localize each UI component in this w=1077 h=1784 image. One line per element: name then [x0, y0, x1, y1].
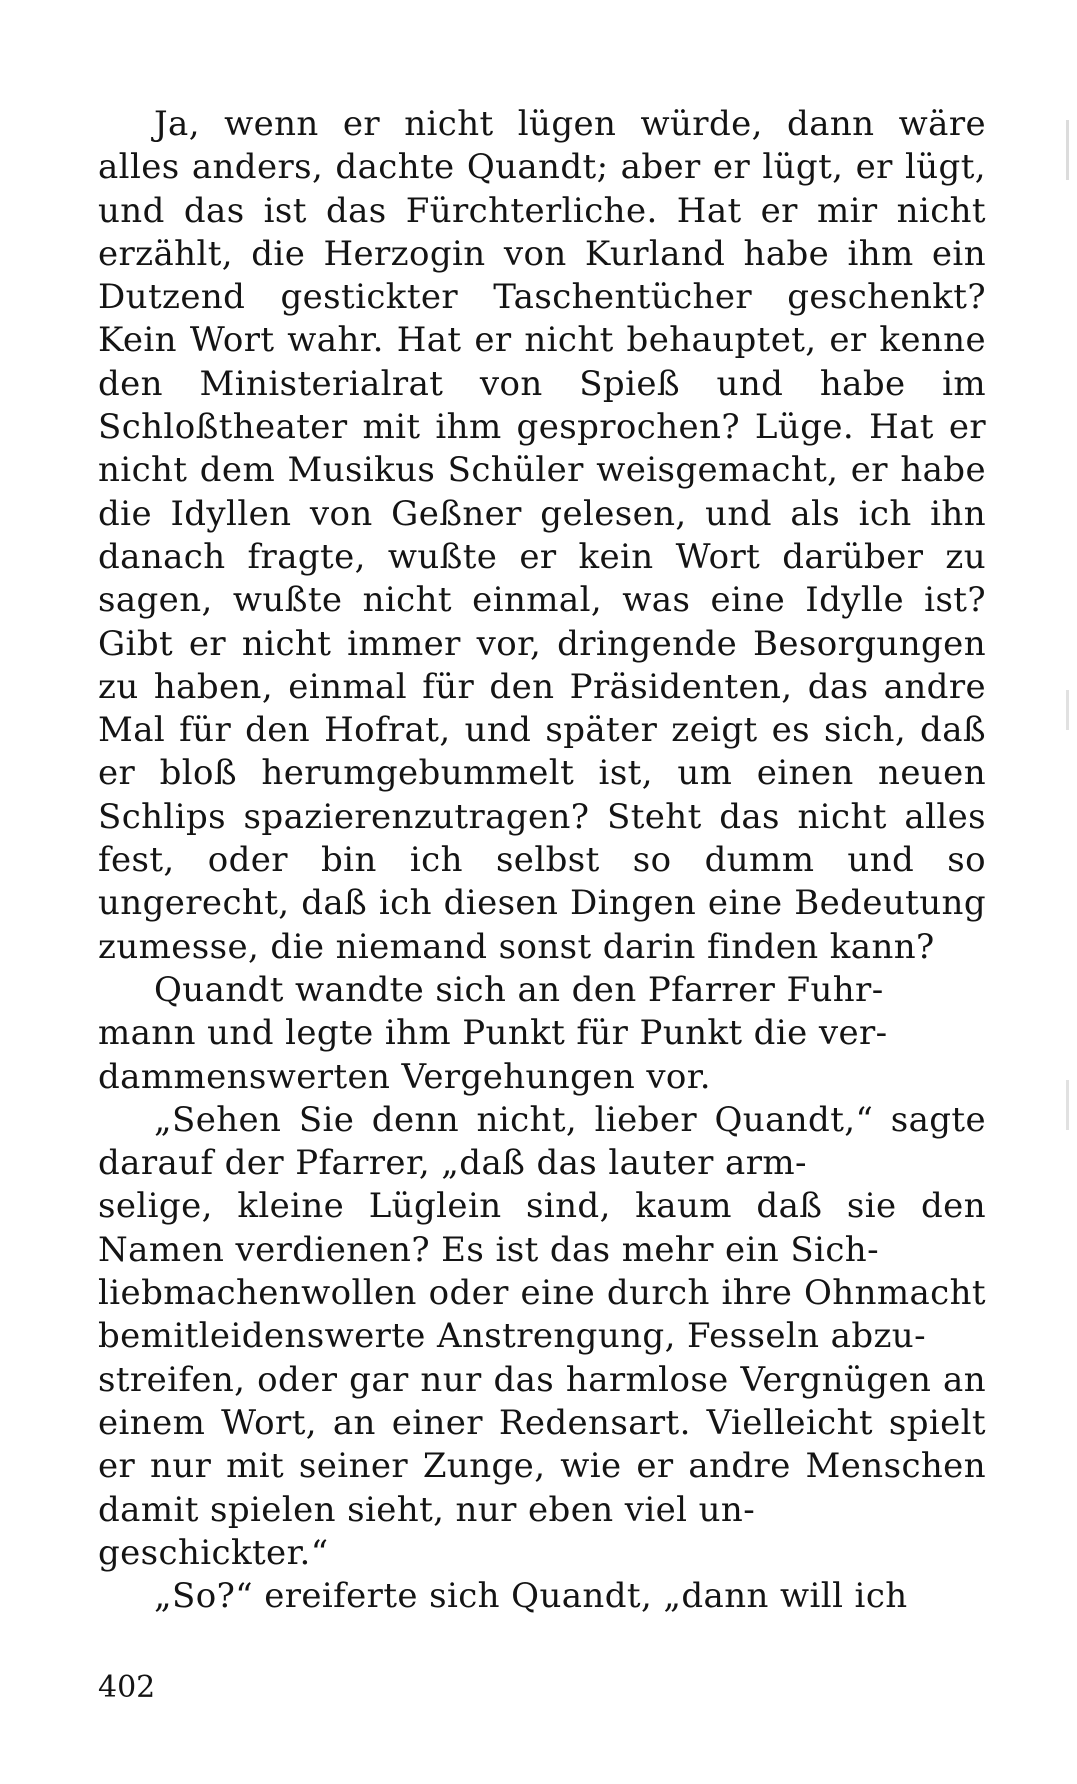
scan-edge-mark — [1066, 690, 1069, 730]
paragraph-2: Quandt wandte sich an den Pfarrer Fuhr- mann und legte ihm Punkt für Punkt die ver- dammenswerten Vergehungen vor. — [98, 969, 888, 1097]
scan-edge-mark — [1066, 1080, 1069, 1130]
body-text — [98, 103, 986, 1618]
scan-edge-mark — [1066, 120, 1069, 180]
paragraph-3: „Sehen Sie denn nicht, lieber Quandt,“ sagte darauf der Pfarrer, „daß das lauter arm- selige, kleine Lüglein sind, kaum daß sie den Namen verdienen? Es ist das mehr ein Sich- liebmachenwollen oder eine durch ihre Ohnmacht bemitleidenswerte Anstrengung, Fesseln abzu- streifen, oder gar nur das harmlose Vergnügen an einem Wort, an einer Redensart. Vielleicht spielt er nur mit seiner Zunge, wie er andre Menschen damit spielen sieht, nur eben viel un- geschickter.“ — [98, 1099, 986, 1573]
page-number: 402 — [98, 1670, 156, 1705]
paragraph-1: Ja, wenn er nicht lügen würde, dann wäre alles anders, dachte Quandt; aber er lügt, er lügt, und das ist das Fürchterliche. Hat er mir nicht erzählt, die Herzogin von Kurland habe ihm ein Dutzend gestickter Taschentücher geschenkt? Kein Wort wahr. Hat er nicht behauptet, er kenne den Ministerialrat von Spieß und habe im Schloßtheater mit ihm gesprochen? Lüge. Hat er nicht dem Musikus Schüler weisgemacht, er habe die Idyllen von Geßner gelesen, und als ich ihn danach fragte, wußte er kein Wort darüber zu sagen, wußte nicht einmal, was eine Idylle ist? Gibt er nicht immer vor, dringende Besorgungen zu haben, einmal für den Präsidenten, das andre Mal für den Hofrat, und später zeigt es sich, daß er bloß herumgebummelt ist, um einen neuen Schlips spazierenzutragen? Steht das nicht alles fest, oder bin ich selbst so dumm und so ungerecht, daß ich diesen Dingen eine Bedeutung zumesse, die niemand sonst darin finden kann? — [98, 104, 986, 967]
paragraph-4: „So?“ ereiferte sich Quandt, „dann will ich — [154, 1576, 908, 1617]
